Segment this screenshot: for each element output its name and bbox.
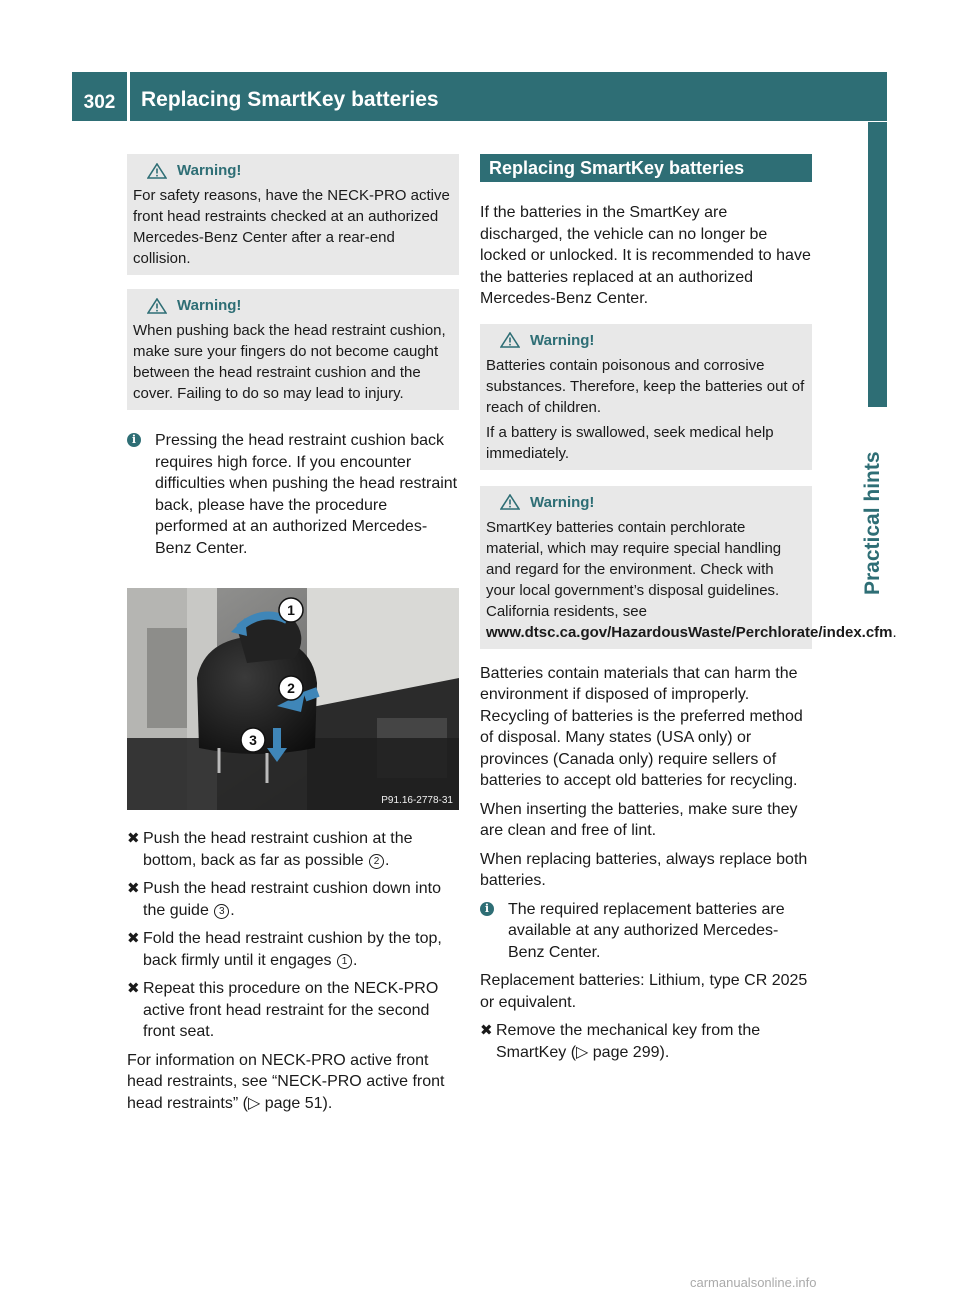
- intro-paragraph: If the batteries in the SmartKey are discharged, the vehicle can no longer be locked or unlocked. It is recommended to have the batteries replaced at an authorized Mercedes-Benz Center.: [480, 204, 811, 307]
- warning-title-text: Warning!: [530, 331, 595, 349]
- info-icon: i: [480, 902, 494, 916]
- callout-3: 3: [249, 732, 257, 748]
- head-restraint-photo: [127, 588, 459, 810]
- warning-box-2: [127, 289, 459, 410]
- inserting-paragraph: When inserting the batteries, make sure they are clean and free of lint.: [480, 800, 798, 839]
- warning-text: Batteries contain poisonous and corrosive substances. Therefore, keep the batteries out of reach of children.: [486, 356, 805, 416]
- warning-title: [500, 330, 806, 351]
- ref-number: 2: [369, 854, 384, 869]
- callout-2: 2: [287, 680, 295, 696]
- step-end: .: [352, 951, 358, 969]
- warning-triangle-icon: [500, 332, 520, 348]
- step-arrow-icon: ✖: [127, 930, 140, 947]
- recycling-paragraph: Batteries contain materials that can harm the environment if disposed of improperly. Recycling of batteries is the preferred method of disposal. Many states (USA only) or provinces (Canada only) require sellers of batteries to accept old batteries for recycling.: [480, 664, 803, 789]
- step-text: Push the head restraint cushion at the bottom, back as far as possible: [143, 830, 413, 869]
- warning-text: For safety reasons, have the NECK-PRO active front head restraints checked at an authorized Mercedes-Benz Center after a rear-end collision.: [133, 187, 450, 267]
- warning-title-text: Warning!: [530, 493, 595, 511]
- warning-box-1: [127, 154, 459, 275]
- head-restraint-illustration: [127, 588, 459, 810]
- header-separator: [127, 72, 130, 121]
- instruction-step-4: [127, 978, 459, 1043]
- step-text: Push the head restraint cushion down into the guide: [143, 880, 441, 919]
- watermark: carmanualsonline.info: [690, 1275, 817, 1290]
- instruction-step-3: [127, 928, 459, 971]
- warning-text: When pushing back the head restraint cushion, make sure your fingers do not become caught between the head restraint cushion and the cover. Failing to do so may lead to injury.: [133, 322, 446, 402]
- image-code: P91.16-2778-31: [381, 795, 453, 806]
- step-arrow-icon: ✖: [480, 1022, 493, 1039]
- instruction-step-1: [127, 828, 459, 871]
- warning-title-text: Warning!: [177, 162, 242, 179]
- warning-triangle-icon: [147, 298, 167, 314]
- warning-triangle-icon: [500, 494, 520, 510]
- page-title: Replacing SmartKey batteries: [141, 88, 439, 111]
- info-icon: i: [127, 433, 141, 447]
- step-text: Remove the mechanical key from the SmartKey (▷ page 299).: [496, 1022, 761, 1061]
- warning-text-body: SmartKey batteries contain perchlorate material, which may require special handling and regard for the environment. Check with your local government’s disposal guidelines. California residents, see: [486, 518, 782, 620]
- warning-text-end: .: [892, 623, 897, 641]
- warning-text: If a battery is swallowed, seek medical help immediately.: [486, 423, 774, 462]
- ref-number: 1: [337, 954, 352, 969]
- step-arrow-icon: ✖: [127, 830, 140, 847]
- info-text: The required replacement batteries are available at any authorized Mercedes-Benz Center.: [508, 900, 785, 961]
- instruction-step-remove-key: [480, 1020, 812, 1063]
- left-column-bottom: [127, 828, 459, 1121]
- warning-title: [147, 160, 453, 181]
- warning-box-3: [480, 324, 812, 470]
- step-text: Fold the head restraint cushion by the top, back firmly until it engages: [143, 930, 442, 969]
- info-note-1: [127, 430, 459, 559]
- battery-type-paragraph: Replacement batteries: Lithium, type CR 2025 or equivalent.: [480, 972, 808, 1011]
- left-column-top: [127, 154, 459, 559]
- ref-number: 3: [214, 904, 229, 919]
- chapter-label: Practical hints: [861, 451, 884, 595]
- instruction-step-2: [127, 878, 459, 921]
- warning-title-text: Warning!: [177, 297, 242, 314]
- cross-reference-paragraph: For information on NECK-PRO active front head restraints, see “NECK-PRO active front head restraints” (▷ page 51).: [127, 1051, 445, 1112]
- warning-title: [500, 492, 806, 513]
- section-heading: Replacing SmartKey batteries: [480, 154, 812, 182]
- info-text: Pressing the head restraint cushion back requires high force. If you encounter difficulties when pushing the head restraint back, please have the procedure performed at an authorized Mercedes-Benz Center.: [155, 432, 458, 557]
- step-end: .: [385, 851, 390, 869]
- info-note-2: [480, 899, 812, 964]
- callout-1: 1: [287, 602, 295, 618]
- warning-title: [147, 295, 453, 316]
- warning-triangle-icon: [147, 163, 167, 179]
- replace-both-paragraph: When replacing batteries, always replace both batteries.: [480, 850, 808, 889]
- step-arrow-icon: ✖: [127, 980, 140, 997]
- step-text: Repeat this procedure on the NECK-PRO active front head restraint for the second front seat.: [143, 980, 439, 1040]
- step-end: .: [230, 901, 235, 919]
- page-number: 302: [83, 92, 116, 113]
- dtsc-link[interactable]: www.dtsc.ca.gov/HazardousWaste/Perchlorate/index.cfm: [486, 623, 893, 641]
- step-arrow-icon: ✖: [127, 880, 140, 897]
